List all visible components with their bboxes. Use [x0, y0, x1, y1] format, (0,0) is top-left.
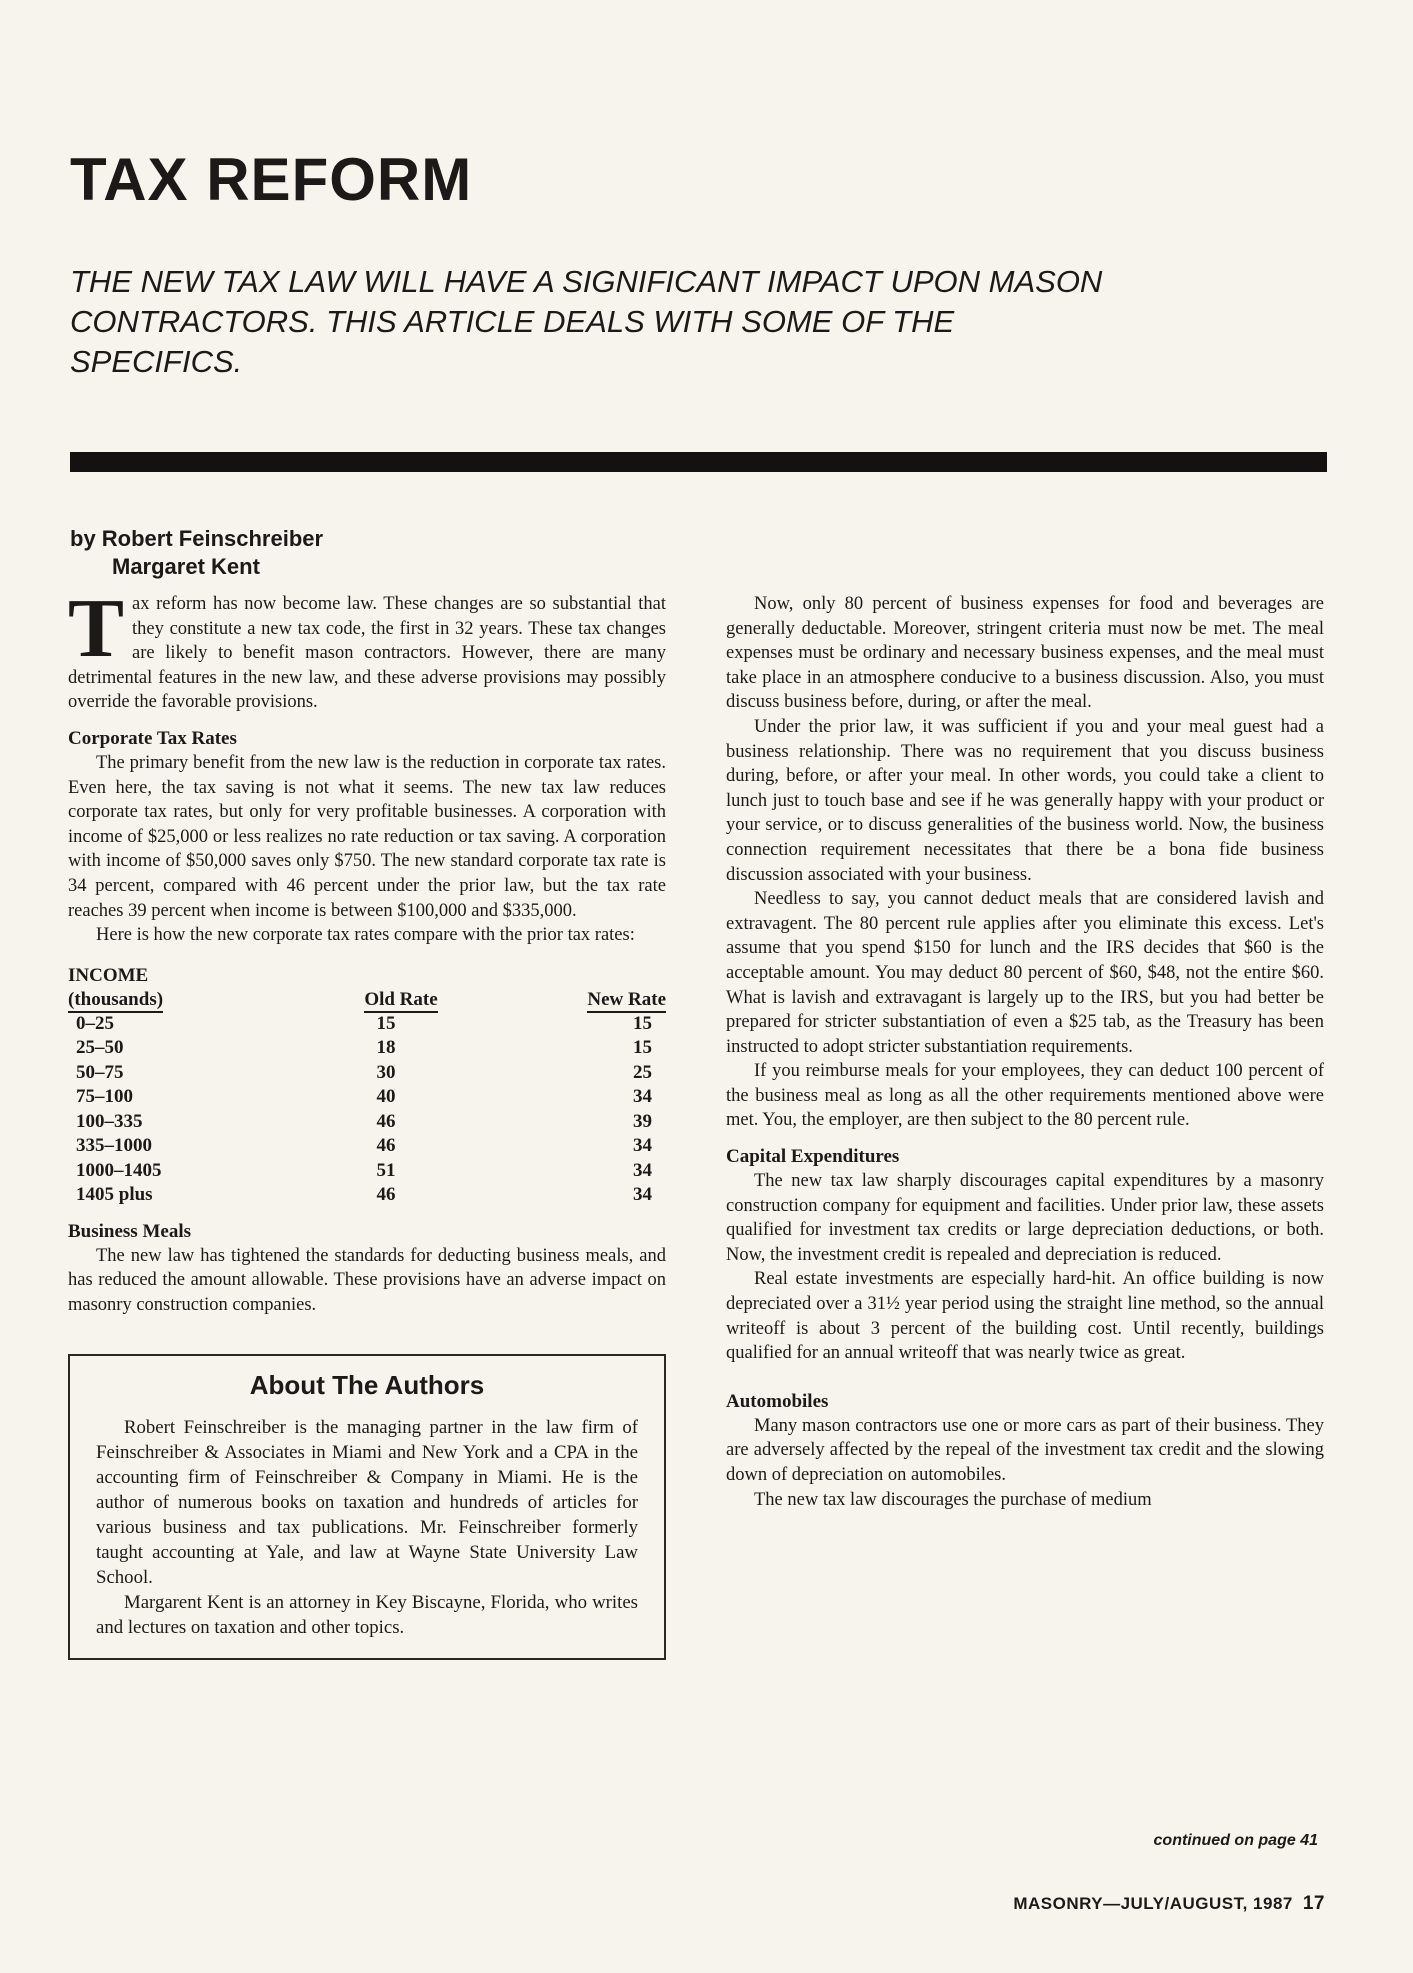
meals-paragraph-5: If you reimburse meals for your employees, they can deduct 100 percent of the business meal as long as all the other requirements mentioned above were met. You, the employer, are then subject to the 80 percent rule.	[726, 1061, 1324, 1131]
byline-author-2: Margaret Kent	[112, 554, 260, 579]
new-rate-cell: 15	[633, 1012, 652, 1034]
new-rate-cell: 34	[633, 1159, 652, 1181]
page-number: 17	[1302, 1893, 1325, 1914]
capex-paragraph-1: The new tax law sharply discourages capital expenditures by a masonry construction company for equipment and facilities. Under prior law, these assets qualified for investment tax credits or large depreciation deductions, or both. Now, the investment credit is repealed and depreciation is reduced.	[726, 1171, 1324, 1265]
intro-text: ax reform has now become law. These changes are so substantial that they constitute a new tax code, the first in 32 years. These tax changes are likely to benefit mason contractors. However, there are many detrimental features in the new law, and these adverse provisions may possibly override the favorable provisions.	[68, 594, 666, 713]
article-deck: THE NEW TAX LAW WILL HAVE A SIGNIFICANT IMPACT UPON MASON CONTRACTORS. THIS ARTICLE DEALS WITH SOME OF THE SPECIFICS.	[70, 264, 1103, 379]
table-row	[68, 1012, 666, 1037]
new-rate-header	[516, 964, 666, 1012]
table-row	[68, 1061, 666, 1086]
corporate-paragraph-2: Here is how the new corporate tax rates compare with the prior tax rates:	[96, 925, 635, 946]
about-authors-paragraph-2: Margarent Kent is an attorney in Key Biscayne, Florida, who writes and lectures on taxation and other topics.	[96, 1591, 638, 1638]
new-rate-header-label: New Rate	[587, 989, 666, 1013]
new-rate-cell: 34	[633, 1086, 652, 1108]
income-cell: 75–100	[76, 1086, 133, 1108]
article-title: TAX REFORM	[70, 146, 473, 213]
old-rate-cell: 46	[376, 1135, 396, 1157]
old-rate-cell: 40	[376, 1086, 396, 1108]
new-rate-cell: 34	[633, 1184, 652, 1206]
auto-heading: Automobiles	[726, 1390, 829, 1412]
about-authors-paragraph-1: Robert Feinschreiber is the managing partner in the law firm of Feinschreiber & Associates in Miami and New York and a CPA in the accounting firm of Feinschreiber & Company in Miami. He is the author of numerous books on taxation and hundreds of articles for various business and tax publications. Mr. Feinschreiber formerly taught accounting at Yale, and law at Wayne State University Law School.	[96, 1416, 638, 1588]
capex-heading: Capital Expenditures	[726, 1146, 900, 1168]
intro-paragraph	[68, 582, 666, 715]
new-rate-cell: 39	[633, 1110, 652, 1132]
right-column	[726, 592, 1324, 1512]
table-row	[68, 1036, 666, 1061]
page-footer	[1013, 1893, 1325, 1915]
auto-paragraph-1: Many mason contractors use one or more cars as part of their business. They are adversely affected by the repeal of the investment tax credit and the slowing down of depreciation on automobiles.	[726, 1415, 1324, 1485]
drop-cap: T	[68, 582, 125, 675]
old-rate-cell: 51	[376, 1159, 396, 1181]
income-cell: 1000–1405	[76, 1159, 162, 1181]
income-cell: 0–25	[76, 1012, 114, 1034]
income-cell: 25–50	[76, 1037, 124, 1059]
table-row	[68, 1110, 666, 1135]
byline-author-1: by Robert Feinschreiber	[70, 526, 324, 551]
old-rate-cell: 30	[376, 1061, 396, 1083]
meals-paragraph-2: Now, only 80 percent of business expenses for food and beverages are generally deductable. Moreover, stringent criteria must now be met. The meal expenses must be ordinary and necessary business expenses, and the meal must take place in an atmosphere conducive to a business discussion. Also, you must discuss business before, during, or after the meal.	[726, 594, 1324, 713]
corporate-paragraph-1: The primary benefit from the new law is the reduction in corporate tax rates. Even here, the tax saving is not what it seems. The new tax law reduces corporate tax rates, but only for very profitable businesses. A corporation with income of $25,000 or less realizes no rate reduction or tax saving. A corporation with income of $50,000 saves only $750. The new standard corporate tax rate is 34 percent, compared with 46 percent under the prior law, but the tax rate reaches 39 percent when income is between $100,000 and $335,000.	[68, 752, 666, 921]
income-cell: 335–1000	[76, 1135, 152, 1157]
auto-paragraph-2: The new tax law discourages the purchase of medium	[754, 1489, 1152, 1510]
income-header-label: INCOME	[68, 964, 149, 986]
about-authors-heading: About The Authors	[249, 1369, 485, 1400]
byline	[70, 525, 323, 581]
meals-paragraph-3: Under the prior law, it was sufficient if you and your meal guest had a business relationship. There was no requirement that you discuss business during, before, or after your meal. In other words, you could take a client to lunch just to touch base and see if he was generally happy with your product or your service, or to discuss generalities of the business world. Now, the business connection requirement necessitates that there be a bona fide business discussion associated with your business.	[726, 716, 1324, 885]
continued-note: continued on page 41	[1153, 1832, 1318, 1849]
income-header-sub: (thousands)	[68, 989, 163, 1013]
new-rate-cell: 34	[633, 1135, 652, 1157]
income-cell: 1405 plus	[76, 1184, 153, 1206]
capex-paragraph-2: Real estate investments are especially hard-hit. An office building is now depreciated over a 31½ year period using the straight line method, so the annual writeoff is about 3 percent of the building cost. Until recently, buildings qualified for an annual writeoff that was nearly twice as great.	[726, 1269, 1324, 1364]
about-authors-box	[68, 1354, 666, 1660]
table-row	[68, 1183, 666, 1208]
old-rate-header-label: Old Rate	[364, 989, 437, 1013]
old-rate-header	[286, 964, 516, 1012]
table-row	[68, 1134, 666, 1159]
left-column	[68, 582, 666, 1660]
new-rate-cell: 25	[633, 1061, 652, 1083]
tax-rates-table	[68, 964, 666, 1208]
old-rate-cell: 46	[376, 1184, 396, 1206]
new-rate-cell: 15	[633, 1037, 652, 1059]
meals-heading: Business Meals	[68, 1220, 191, 1242]
table-row	[68, 1159, 666, 1184]
meals-paragraph-1: The new law has tightened the standards for deducting business meals, and has reduced the amount allowable. These provisions have an adverse impact on masonry construction companies.	[68, 1245, 666, 1315]
old-rate-cell: 46	[376, 1110, 396, 1132]
corporate-heading: Corporate Tax Rates	[68, 727, 237, 749]
table-row	[68, 1085, 666, 1110]
old-rate-cell: 15	[376, 1012, 396, 1034]
income-header	[68, 964, 286, 1012]
income-cell: 50–75	[76, 1061, 124, 1083]
income-cell: 100–335	[76, 1110, 143, 1132]
footer-publication: MASONRY—JULY/AUGUST, 1987	[1013, 1894, 1293, 1913]
old-rate-cell: 18	[376, 1037, 396, 1059]
header-rule	[70, 452, 1327, 472]
meals-paragraph-4: Needless to say, you cannot deduct meals that are considered lavish and extravagent. The 80 percent rule applies after you eliminate this excess. Let's assume that you spend $150 for lunch and the IRS decides that $60 is the acceptable amount. You may deduct 80 percent of $60, $48, not the entire $60. What is lavish and extravagant is largely up to the IRS, but you had better be prepared for stricter substantiation of even a $25 tab, as the Treasury has been instructed to adopt stricter substantiation requirements.	[726, 889, 1324, 1057]
